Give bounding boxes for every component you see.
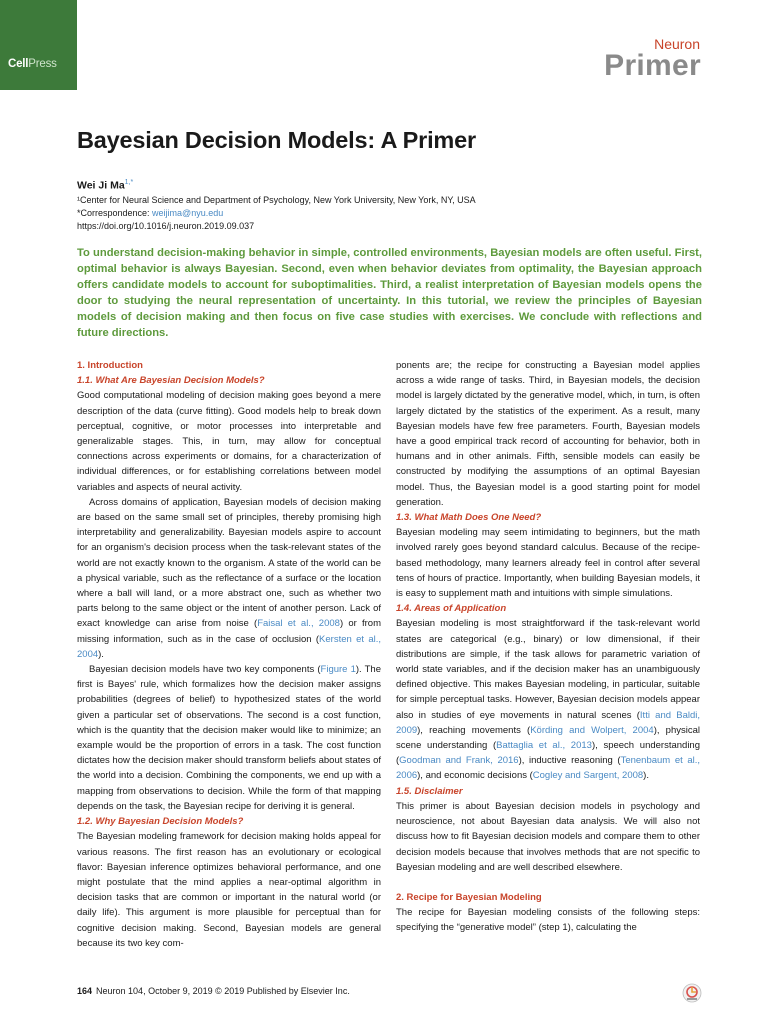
column-right — [396, 358, 700, 936]
paragraph: Bayesian decision models have two key components (Figure 1). The first is Bayes' rule, which formalizes how the decision maker assigns probabilities (degrees of belief) to hypothesized states of the world given a particular set of observations. The second is a cost function, which is the quantity that the decision maker would like to minimize; an example would be the proportion of errors in a task. The cost function dictates how the decision maker should transform beliefs about states of the world into a decision. Combining the components, we end up with a mapping from observations to decision. While the form of that mapping depends on the task, the Bayesian recipe for deriving it is general. — [77, 664, 382, 812]
abstract: To understand decision-making behavior in simple, controlled environments, Bayesian models are often useful. First, optimal behavior is always Bayesian. Second, even when behavior deviates from optimality, the Bayesian approach offers candidate models to account for suboptimalities. Third, a realist interpretation of Bayesian models opens the door to studying the neural representation of uncertainty. In this tutorial, we review the principles of Bayesian models of decision making and then focus on five case studies with exercises. We conclude with reflections and future directions. — [77, 247, 702, 340]
author-affiliation-marker[interactable]: 1,* — [124, 179, 134, 186]
email-link[interactable]: weijima@nyu.edu — [152, 208, 224, 218]
paragraph: Across domains of application, Bayesian models of decision making are based on the same small set of principles, thereby promising high interpretability and generalizability. Bayesian models aspire to account for an organism's decision process when the task-relevant states of the world are not exactly known to the organism. A state of the world can be a physical variable, such as the reflectance of a surface or the location where a ball will land, or a more abstract one, such as whether two parts belong to the same object or the intent of another person. Lack of exact knowledge can arise from noise (Faisal et al., 2008) or from missing information, such as in the case of occlusion (Kersten et al., 2004). — [77, 496, 381, 660]
cellpress-logo-text: CellPress — [8, 58, 57, 70]
paragraph: Bayesian modeling is most straightforward if the task-relevant world states are categorical (e.g., binary) or low dimensional, if their distributions are simple, if the task allows for parametric variation of world state variables, and if the decision maker has an unambiguously defined objective. This makes Bayesian modeling, in particular, suitable for simple perceptual tasks. However, Bayesian decision models appear also in studies of eye movements in natural scenes (Itti and Baldi, 2009), reaching movements (Körding and Wolpert, 2004), physical scene understanding (Battaglia et al., 2013), speech understanding (Goodman and Frank, 2016), inductive reasoning (Tenenbaum et al., 2006), and economic decisions (Cogley and Sargent, 2008). — [396, 618, 701, 782]
subsection-heading-1-3: 1.3. What Math Does One Need? — [396, 512, 542, 524]
figure-link[interactable]: Figure 1 — [320, 664, 356, 676]
paragraph: Good computational modeling of decision making goes beyond a mere description of the data (curve fitting). Good models help to break down perceptual, cognitive, or motor processes into interpretable and generalizable stages. This, in turn, may allow for conceptual connections across experiments or domains, for a characterization of individual differences, or for establishing correlations between model variables and aspects of neural activity. — [77, 390, 381, 493]
footer-citation: Neuron 104, October 9, 2019 © 2019 Published by Elsevier Inc. — [96, 986, 350, 996]
citation-link[interactable]: Kersten et al., 2004 — [77, 633, 381, 660]
affiliation: ¹Center for Neural Science and Department of Psychology, New York University, New York, NY, USA — [77, 195, 476, 205]
paragraph: The Bayesian modeling framework for decision making holds appeal for various reasons. The first reason has an evolutionary or ecological flavor: Bayesian inference optimizes behavioral performance, and one might postulate that the mind applies a near-optimal algorithm in decision tasks that are common or important in the natural world (or daily life). This argument is more plausible for perceptual than for cognitive decision making. Second, Bayesian models are general because its two key com- — [77, 831, 381, 949]
citation-link[interactable]: Tenenbaum et al., 2006 — [396, 755, 701, 782]
subsection-heading-1-5: 1.5. Disclaimer — [396, 785, 463, 797]
spacer — [396, 875, 700, 890]
page-footer — [77, 986, 350, 996]
cellpress-logo — [0, 0, 77, 90]
column-left — [77, 358, 381, 951]
citation-link[interactable]: Körding and Wolpert, 2004 — [530, 724, 654, 736]
doi-link[interactable]: https://doi.org/10.1016/j.neuron.2019.09.037 — [77, 221, 255, 231]
author-name: Wei Ji Ma — [77, 179, 125, 192]
article-title: Bayesian Decision Models: A Primer — [77, 127, 476, 153]
paragraph: This primer is about Bayesian decision models in psychology and neuroscience, not about Bayesian data analysis. We will also not discuss how to fit Bayesian decision models and compare them to other decision models because that involves methods that are not specific to Bayesian modeling and are well described elsewhere. — [396, 800, 700, 873]
journal-name: Neuron — [654, 36, 700, 52]
citation-link[interactable]: Goodman and Frank, 2016 — [399, 755, 519, 767]
citation-link[interactable]: Cogley and Sargent, 2008 — [532, 770, 644, 782]
citation-link[interactable]: Itti and Baldi, 2009 — [396, 709, 700, 736]
section-heading-introduction: 1. Introduction — [77, 360, 143, 371]
crossmark-badge-icon[interactable] — [682, 983, 702, 1003]
author-line — [77, 179, 133, 192]
citation-link[interactable]: Battaglia et al., 2013 — [496, 740, 592, 752]
paragraph: Bayesian modeling may seem intimidating to beginners, but the math involved rarely goes beyond standard calculus. Because of the recipe-based methodology, many learners already feel in control after several tens of hours of practice. Importantly, when building Bayesian models, it is easy to supplement math and intuitions with simple simulations. — [396, 527, 700, 600]
subsection-heading-1-4: 1.4. Areas of Application — [396, 603, 507, 615]
subsection-heading-1-1: 1.1. What Are Bayesian Decision Models? — [77, 375, 265, 387]
citation-link[interactable]: Faisal et al., 2008 — [257, 618, 340, 630]
section-label: Primer — [604, 49, 701, 82]
paragraph: The recipe for Bayesian modeling consists of the following steps: specifying the “generative model” (step 1), calculating the — [396, 907, 700, 934]
correspondence: *Correspondence: weijima@nyu.edu — [77, 208, 224, 218]
paragraph: ponents are; the recipe for constructing a Bayesian model applies across a wide range of tasks. Third, in Bayesian models, the decision model is largely dictated by the generative model, which, in turn, is often largely dictated by the statistics of the experiment. As a result, many Bayesian models have few free parameters. Fourth, Bayesian models have a good empirical track record of accounting for behavior, both in humans and in other animals. Fifth, sensible models can easily be constructed by modifying the assumptions of an optimal Bayesian model. Thus, the Bayesian model is a good starting point for model generation. — [396, 360, 700, 508]
subsection-heading-1-2: 1.2. Why Bayesian Decision Models? — [77, 816, 244, 828]
page-number: 164 — [77, 986, 93, 996]
section-heading-recipe: 2. Recipe for Bayesian Modeling — [396, 891, 542, 903]
